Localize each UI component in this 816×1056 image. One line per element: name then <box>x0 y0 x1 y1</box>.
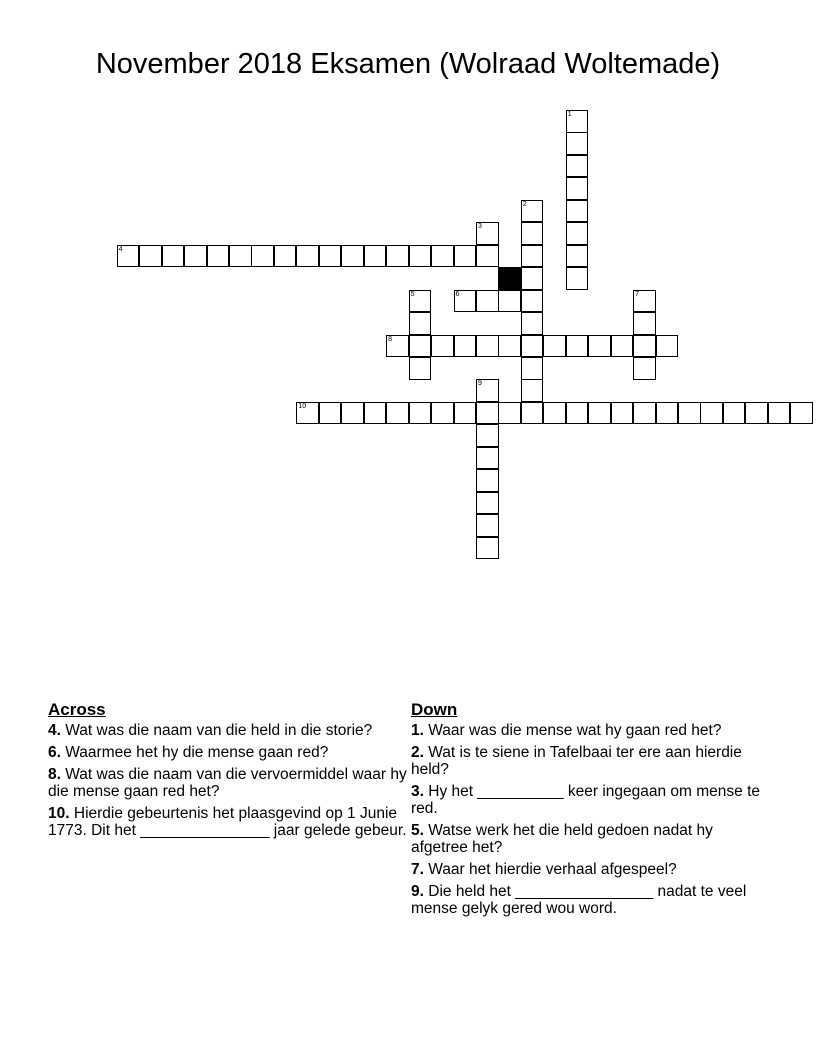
grid-cell[interactable] <box>611 402 634 425</box>
grid-cell[interactable] <box>476 402 499 425</box>
grid-cell[interactable] <box>476 245 499 268</box>
grid-cell[interactable] <box>656 402 679 425</box>
clue-down-5: 5. Watse werk het die held gedoen nadat hy afgetree het? <box>411 822 713 856</box>
grid-cell[interactable] <box>409 245 432 268</box>
down-heading: Down <box>411 700 458 719</box>
clue-down-9: 9. Die held het ________________ nadat te veel mense gelyk gered wou word. <box>411 883 747 917</box>
grid-cell[interactable] <box>768 402 791 425</box>
grid-cell[interactable] <box>543 335 566 358</box>
grid-cell[interactable] <box>364 402 387 425</box>
grid-cell[interactable] <box>566 245 589 268</box>
clue-across-8: 8. Wat was die naam van die vervoermiddel waar hy die mense gaan red het? <box>48 766 407 800</box>
grid-cell[interactable] <box>521 200 544 223</box>
clue-number: 2 <box>522 200 527 208</box>
grid-cell[interactable] <box>296 245 319 268</box>
grid-cell[interactable] <box>319 402 342 425</box>
grid-cell[interactable] <box>431 402 454 425</box>
grid-cell[interactable] <box>745 402 768 425</box>
clue-number: 8 <box>388 335 393 343</box>
clue-down-2: 2. Wat is te siene in Tafelbaai ter ere aan hierdie held? <box>411 744 742 778</box>
grid-cell[interactable] <box>229 245 252 268</box>
grid-cell[interactable] <box>521 379 544 402</box>
grid-cell[interactable] <box>139 245 162 268</box>
clue-number: 5 <box>410 290 415 298</box>
grid-cell[interactable] <box>476 222 499 245</box>
grid-cell[interactable] <box>251 245 274 268</box>
grid-cell[interactable] <box>566 177 589 200</box>
grid-cell[interactable] <box>633 357 656 380</box>
clue-number: 1 <box>567 111 572 118</box>
grid-cell[interactable] <box>431 335 454 358</box>
grid-cell[interactable] <box>543 402 566 425</box>
grid-cell[interactable] <box>498 290 521 313</box>
clue-number: 10 <box>298 402 307 410</box>
grid-cell[interactable] <box>386 245 409 268</box>
grid-cell[interactable] <box>386 402 409 425</box>
grid-cell[interactable] <box>207 245 230 268</box>
grid-cell[interactable] <box>476 492 499 515</box>
grid-cell[interactable] <box>274 245 297 268</box>
grid-cell[interactable] <box>678 402 701 425</box>
clue-across-4: 4. Wat was die naam van die held in die storie? <box>48 722 373 739</box>
grid-cell[interactable] <box>454 335 477 358</box>
clue-down-7: 7. Waar het hierdie verhaal afgespeel? <box>411 861 677 878</box>
grid-cell[interactable] <box>521 312 544 335</box>
clue-number: 4 <box>118 245 123 253</box>
grid-cell[interactable] <box>521 245 544 268</box>
grid-cell[interactable] <box>566 222 589 245</box>
grid-cell[interactable] <box>566 132 589 155</box>
grid-cell[interactable] <box>476 379 499 402</box>
grid-cell[interactable] <box>498 335 521 358</box>
grid-cell[interactable] <box>364 245 387 268</box>
grid-cell[interactable] <box>409 357 432 380</box>
grid-cell[interactable] <box>588 335 611 358</box>
grid-cell[interactable] <box>633 290 656 313</box>
grid-cell[interactable] <box>633 402 656 425</box>
grid-cell[interactable] <box>656 335 679 358</box>
grid-cell[interactable] <box>521 335 544 358</box>
grid-cell[interactable] <box>633 312 656 335</box>
grid-cell[interactable] <box>319 245 342 268</box>
grid-cell[interactable] <box>476 537 499 560</box>
grid-cell[interactable] <box>790 402 813 425</box>
grid-cell[interactable] <box>611 335 634 358</box>
clue-number: 3 <box>477 223 482 231</box>
clue-number: 7 <box>635 290 639 298</box>
grid-cell[interactable] <box>633 335 656 358</box>
grid-cell[interactable] <box>566 155 589 178</box>
grid-cell[interactable] <box>521 267 544 290</box>
grid-cell[interactable] <box>476 447 499 470</box>
grid-cell[interactable] <box>341 245 364 268</box>
grid-cell[interactable] <box>184 245 207 268</box>
grid-cell[interactable] <box>521 357 544 380</box>
grid-cell[interactable] <box>566 110 589 133</box>
grid-cell[interactable] <box>476 335 499 358</box>
clue-across-6: 6. Waarmee het hy die mense gaan red? <box>48 744 329 761</box>
grid-cell[interactable] <box>409 335 432 358</box>
grid-cell[interactable] <box>476 469 499 492</box>
grid-cell[interactable] <box>700 402 723 425</box>
black-cell <box>498 267 521 290</box>
down-clues <box>411 701 771 922</box>
grid-cell[interactable] <box>341 402 364 425</box>
grid-cell[interactable] <box>521 222 544 245</box>
clue-down-1: 1. Waar was die mense wat hy gaan red het? <box>411 722 722 739</box>
across-heading: Across <box>48 700 106 719</box>
grid-cell[interactable] <box>162 245 185 268</box>
grid-cell[interactable] <box>454 245 477 268</box>
grid-cell[interactable] <box>566 267 589 290</box>
grid-cell[interactable] <box>117 245 140 268</box>
grid-cell[interactable] <box>431 245 454 268</box>
grid-cell[interactable] <box>409 312 432 335</box>
grid-cell[interactable] <box>566 335 589 358</box>
across-clues <box>48 701 408 844</box>
grid-cell[interactable] <box>386 335 409 358</box>
grid-cell[interactable] <box>476 514 499 537</box>
grid-cell[interactable] <box>409 290 432 313</box>
page-title: November 2018 Eksamen (Wolraad Woltemade) <box>95 48 721 80</box>
grid-cell[interactable] <box>588 402 611 425</box>
clue-number: 6 <box>455 290 460 298</box>
grid-cell[interactable] <box>566 200 589 223</box>
grid-cell[interactable] <box>521 290 544 313</box>
grid-cell[interactable] <box>566 402 589 425</box>
grid-cell[interactable] <box>521 402 544 425</box>
grid-cell[interactable] <box>476 424 499 447</box>
clue-across-10: 10. Hierdie gebeurtenis het plaasgevind op 1 Junie 1773. Dit het _______________ jaar gelede gebeur. <box>48 805 407 839</box>
grid-cell[interactable] <box>409 402 432 425</box>
grid-cell[interactable] <box>498 402 521 425</box>
grid-cell[interactable] <box>454 290 477 313</box>
grid-cell[interactable] <box>723 402 746 425</box>
clue-down-3: 3. Hy het __________ keer ingegaan om mense te red. <box>411 783 761 817</box>
grid-cell[interactable] <box>454 402 477 425</box>
grid-cell[interactable] <box>296 402 319 425</box>
grid-cell[interactable] <box>476 290 499 313</box>
clue-number: 9 <box>477 380 482 388</box>
